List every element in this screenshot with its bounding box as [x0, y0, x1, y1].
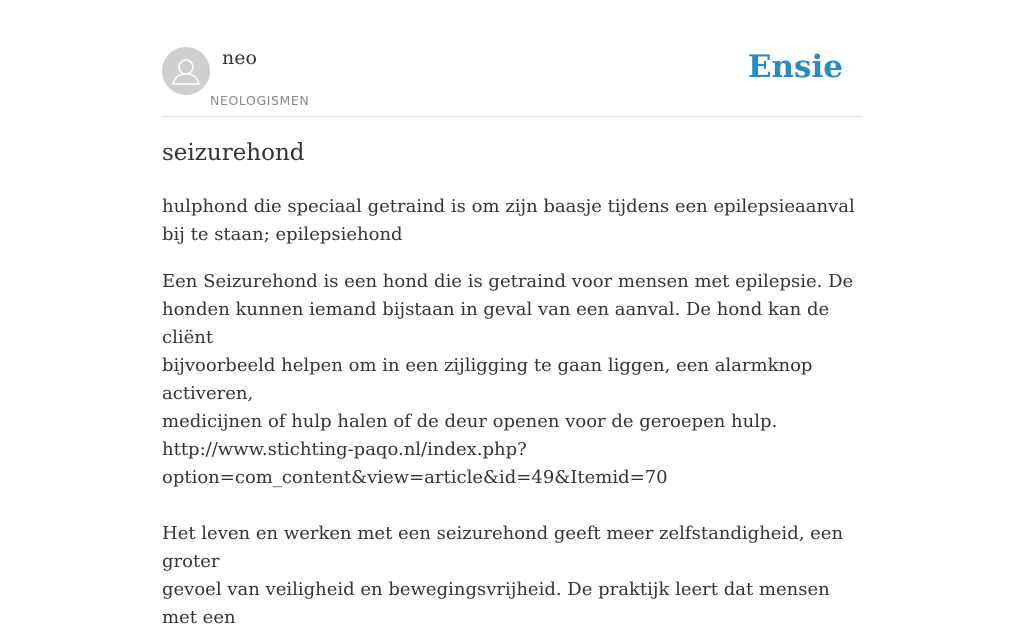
entry-header [162, 0, 862, 117]
ensie-logo[interactable]: Ensie [747, 49, 843, 85]
entry-definition: hulphond die speciaal getraind is om zijn baasje tijdens een epilepsieaanval bij te staan; epilepsiehond [162, 196, 855, 245]
example-line: Een Seizurehond is een hond die is getraind voor mensen met epilepsie. De [162, 271, 854, 292]
example-line: gevoel van veiligheid en bewegingsvrijheid. De praktijk leert dat mensen met een [162, 579, 830, 628]
entry-example [162, 268, 862, 632]
example-link-line[interactable]: option=com_content&view=article&id=49&Itemid=70 [162, 467, 668, 488]
entry-page [162, 0, 862, 628]
example-link-line[interactable]: http://www.stichting-paqo.nl/index.php? [162, 439, 527, 460]
entry-title: seizurehond [162, 140, 305, 166]
example-line: medicijnen of hulp halen of de deur openen voor de geroepen hulp. [162, 411, 778, 432]
avatar[interactable] [162, 47, 210, 95]
paragraph-gap [162, 492, 862, 520]
category-label[interactable]: NEOLOGISMEN [210, 93, 310, 108]
example-line: honden kunnen iemand bijstaan in geval van een aanval. De hond kan de cliënt [162, 299, 830, 348]
user-placeholder-icon [162, 47, 210, 95]
author-name[interactable]: neo [222, 47, 257, 69]
example-line: Het leven en werken met een seizurehond geeft meer zelfstandigheid, een groter [162, 523, 844, 572]
example-line: bijvoorbeeld helpen om in een zijligging te gaan liggen, een alarmknop activeren, [162, 355, 813, 404]
